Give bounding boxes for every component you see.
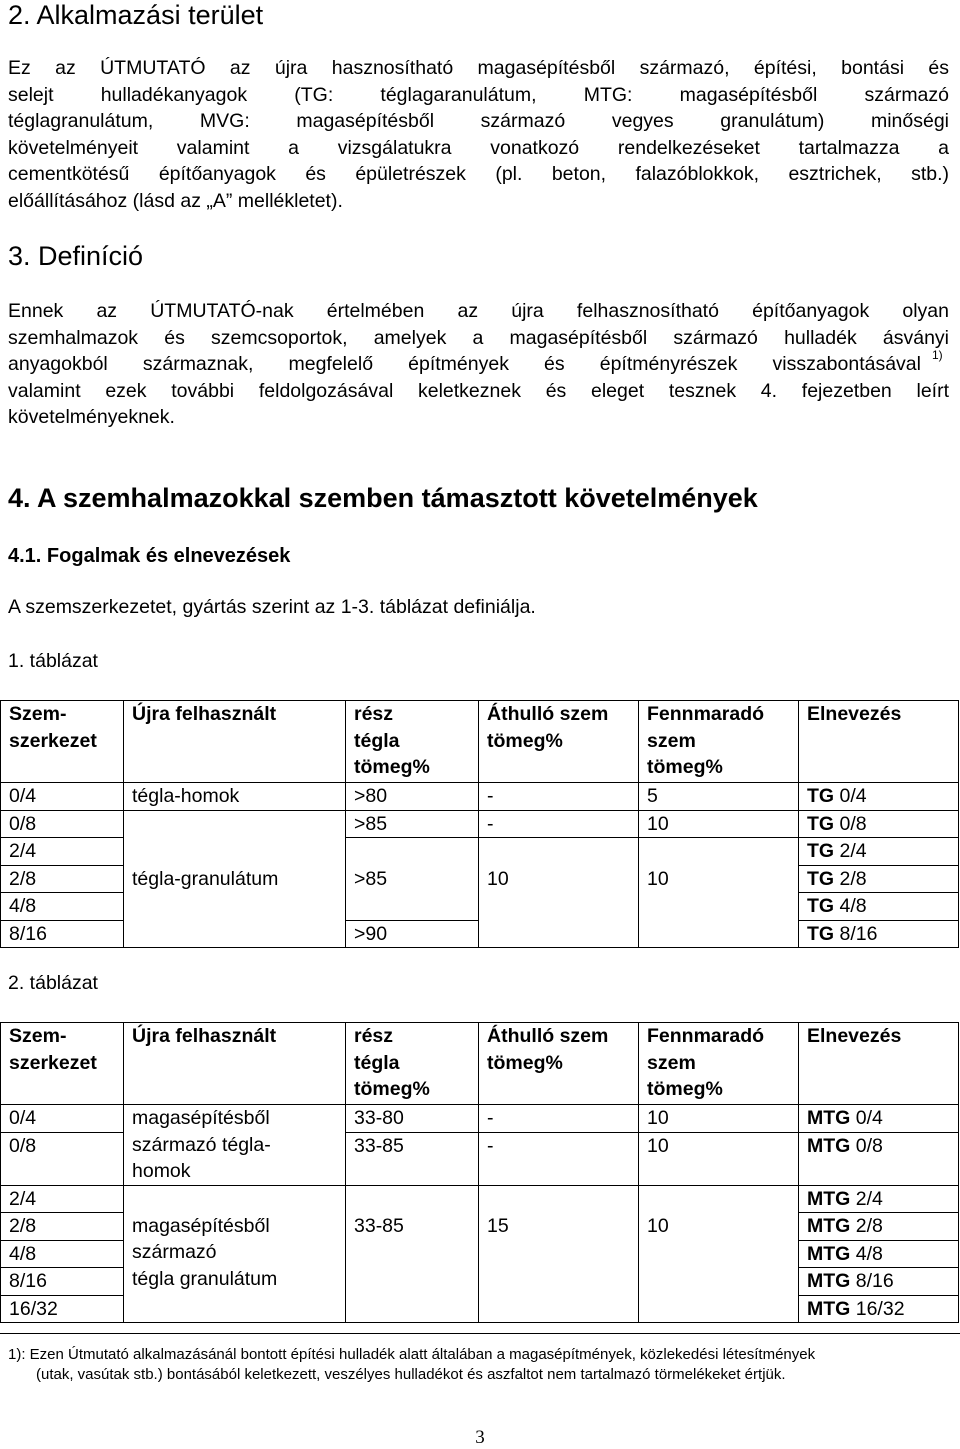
paragraph-line: Ez az ÚTMUTATÓ az újra hasznosítható magasépítésből származó, építési, bontási és: [8, 57, 949, 79]
table-cell-szem: 0/4: [1, 1105, 124, 1133]
paragraph-line: anyagokból származnak, megfelelő építmények és építményrészek visszabontásával: [8, 353, 921, 375]
table-cell-szem: 2/8: [1, 865, 124, 893]
table-2: [0, 1022, 959, 1323]
table-cell-szem: 0/8: [1, 1132, 124, 1185]
table-row: [1, 1105, 959, 1133]
table-header-row: [1, 701, 959, 783]
table-cell-athullo: 15: [479, 1185, 639, 1323]
paragraph-line: Ennek az ÚTMUTATÓ-nak értelmében az újra felhasznosítható építőanyagok olyan: [8, 300, 949, 322]
table-cell-elnevezes: MTG 16/32: [799, 1295, 959, 1323]
header-szemszerkezet: Szem- szerkezet: [1, 701, 124, 783]
section-4-1-heading: 4.1. Fogalmak és elnevezések: [8, 545, 291, 567]
table-cell-resz: >85: [346, 838, 479, 921]
table-cell-fennmarado: 5: [639, 783, 799, 811]
table-row: [1, 810, 959, 838]
table-cell-elnevezes: MTG 0/8: [799, 1132, 959, 1185]
paragraph-line: cementkötésű építőanyagok és épületrészek (pl. beton, falazóblokkok, esztrichek, stb.): [8, 163, 949, 185]
header-resz-tegla: rész tégla tömeg%: [346, 701, 479, 783]
table-cell-athullo: 10: [479, 838, 639, 948]
table-cell-szem: 16/32: [1, 1295, 124, 1323]
table-row: [1, 1185, 959, 1213]
table-cell-athullo: -: [479, 1105, 639, 1133]
table-cell-szem: 2/8: [1, 1213, 124, 1241]
table-cell-fennmarado: 10: [639, 810, 799, 838]
table-cell-resz: >90: [346, 920, 479, 948]
table-cell-elnevezes: MTG 2/8: [799, 1213, 959, 1241]
table-cell-szem: 0/4: [1, 783, 124, 811]
footnote-reference: 1): [932, 348, 943, 362]
table-cell-used: tégla-homok: [124, 783, 346, 811]
table-1-caption: 1. táblázat: [8, 650, 98, 672]
paragraph-line: követelményeknek.: [8, 406, 175, 428]
table-cell-fennmarado: 10: [639, 1185, 799, 1323]
table-1: [0, 700, 959, 948]
table-cell-fennmarado: 10: [639, 1132, 799, 1185]
table-cell-szem: 4/8: [1, 1240, 124, 1268]
page-number: 3: [475, 1427, 485, 1448]
header-elnevezes: Elnevezés: [799, 701, 959, 783]
table-cell-szem: 0/8: [1, 810, 124, 838]
table-cell-elnevezes: TG 2/4: [799, 838, 959, 866]
table-cell-resz: 33-85: [346, 1132, 479, 1185]
paragraph-line: előállításához (lásd az „A” mellékletet).: [8, 189, 343, 212]
table-cell-elnevezes: TG 0/4: [799, 783, 959, 811]
table-cell-resz: >85: [346, 810, 479, 838]
table-cell-resz: 33-80: [346, 1105, 479, 1133]
header-ujra-felhasznalt: Újra felhasznált: [124, 701, 346, 783]
table-cell-resz: >80: [346, 783, 479, 811]
header-athullo-szem: Áthulló szem tömeg%: [479, 701, 639, 783]
footnote-separator: [0, 1333, 960, 1334]
table-header-row: [1, 1023, 959, 1105]
header-szemszerkezet: Szem- szerkezet: [1, 1023, 124, 1105]
section-3-heading: 3. Definíció: [8, 241, 144, 271]
table-cell-athullo: -: [479, 810, 639, 838]
table-cell-szem: 2/4: [1, 838, 124, 866]
table-cell-szem: 8/16: [1, 1268, 124, 1296]
table-cell-szem: 2/4: [1, 1185, 124, 1213]
section-2-paragraph: [8, 55, 949, 214]
table-cell-athullo: -: [479, 1132, 639, 1185]
section-2-heading: 2. Alkalmazási terület: [8, 0, 264, 30]
table-cell-elnevezes: MTG 2/4: [799, 1185, 959, 1213]
table-cell-used: tégla-granulátum: [124, 810, 346, 948]
table-cell-szem: 4/8: [1, 893, 124, 921]
table-cell-fennmarado: 10: [639, 838, 799, 948]
table-cell-resz: 33-85: [346, 1185, 479, 1323]
table-cell-fennmarado: 10: [639, 1105, 799, 1133]
table-cell-elnevezes: TG 2/8: [799, 865, 959, 893]
paragraph-line: selejt hulladékanyagok (TG: téglagaranulátum, MTG: magasépítésből származó: [8, 83, 949, 106]
header-resz-tegla: rész tégla tömeg%: [346, 1023, 479, 1105]
table-cell-elnevezes: TG 4/8: [799, 893, 959, 921]
table-cell-elnevezes: MTG 0/4: [799, 1105, 959, 1133]
table-cell-used: magasépítésből származó tégla- homok: [124, 1105, 346, 1186]
table-cell-elnevezes: MTG 4/8: [799, 1240, 959, 1268]
footnote-line: 1): Ezen Útmutató alkalmazásánál bontott építési hulladék alatt általában a magasépítmények, közlekedési létesítmények: [8, 1346, 816, 1363]
table-2-caption: 2. táblázat: [8, 972, 98, 994]
paragraph-line: téglagranulátum, MVG: magasépítésből származó vegyes granulátum) minőségi: [8, 110, 949, 132]
header-ujra-felhasznalt: Újra felhasznált: [124, 1023, 346, 1105]
header-elnevezes: Elnevezés: [799, 1023, 959, 1105]
table-row: [1, 783, 959, 811]
section-3-paragraph: [8, 298, 949, 431]
table-cell-szem: 8/16: [1, 920, 124, 948]
header-fennmarado-szem: Fennmaradó szem tömeg%: [639, 1023, 799, 1105]
footnote-line: (utak, vasútak stb.) bontásából keletkezett, veszélyes hulladékot és aszfaltot nem tartalmazó törmelékeket értjük.: [36, 1366, 786, 1383]
section-4-heading: 4. A szemhalmazokkal szemben támasztott követelmények: [8, 483, 758, 513]
table-cell-elnevezes: TG 8/16: [799, 920, 959, 948]
paragraph-line: szemhalmazok és szemcsoportok, amelyek a magasépítésből származó hulladék ásványi: [8, 326, 949, 349]
table-cell-athullo: -: [479, 783, 639, 811]
header-fennmarado-szem: Fennmaradó szem tömeg%: [639, 701, 799, 783]
table-cell-used: magasépítésből származó tégla granulátum: [124, 1185, 346, 1323]
table-cell-elnevezes: MTG 8/16: [799, 1268, 959, 1296]
section-4-intro: A szemszerkezetet, gyártás szerint az 1-3. táblázat definiálja.: [8, 596, 536, 618]
paragraph-line: követelményeit valamint a vizsgálatukra vonatkozó rendelkezéseket tartalmazza a: [8, 136, 949, 159]
footnote: [8, 1345, 815, 1385]
header-athullo-szem: Áthulló szem tömeg%: [479, 1023, 639, 1105]
table-cell-elnevezes: TG 0/8: [799, 810, 959, 838]
paragraph-line: valamint ezek további feldolgozásával keletkeznek és eleget tesznek 4. fejezetben leírt: [8, 379, 949, 402]
